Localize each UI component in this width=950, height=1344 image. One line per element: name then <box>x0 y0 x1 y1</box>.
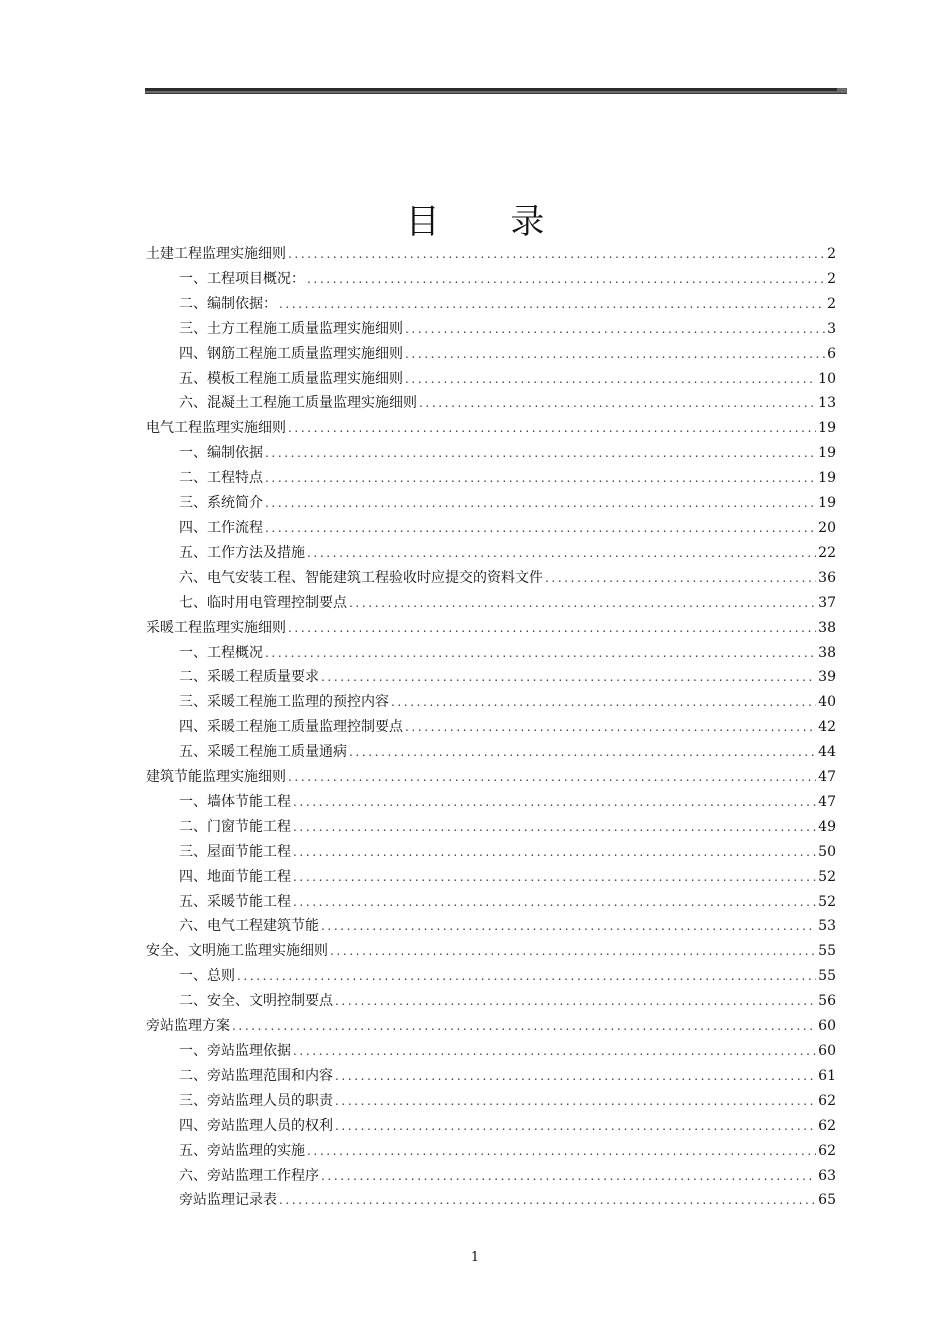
toc-entry-page: 55 <box>818 943 836 960</box>
toc-entry-page: 62 <box>818 1117 836 1134</box>
toc-dot-leader <box>265 491 816 515</box>
toc-entry-page: 50 <box>818 843 836 860</box>
toc-section-entry[interactable] <box>146 740 836 765</box>
toc-section-entry[interactable] <box>146 665 836 690</box>
toc-dot-leader <box>321 1164 816 1188</box>
toc-entry-label: 六、旁站监理工作程序 <box>179 1167 319 1184</box>
toc-entry-label: 电气工程监理实施细则 <box>146 420 286 437</box>
toc-entry-page: 65 <box>818 1192 836 1209</box>
toc-dot-leader <box>391 690 816 714</box>
toc-section-entry[interactable] <box>146 690 836 715</box>
toc-section-entry[interactable] <box>146 1089 836 1114</box>
toc-chapter-entry[interactable] <box>146 939 836 964</box>
toc-entry-label: 采暖工程监理实施细则 <box>146 619 286 636</box>
toc-dot-leader <box>335 1114 816 1138</box>
toc-entry-page: 10 <box>818 370 836 387</box>
toc-section-entry[interactable] <box>146 292 836 317</box>
toc-section-entry[interactable] <box>146 964 836 989</box>
toc-dot-leader <box>288 616 816 640</box>
toc-dot-leader <box>288 242 825 266</box>
toc-dot-leader <box>293 865 816 889</box>
toc-dot-leader <box>335 989 816 1013</box>
toc-dot-leader <box>265 641 816 665</box>
toc-entry-label: 一、工程概况 <box>179 644 263 661</box>
toc-chapter-entry[interactable] <box>146 616 836 641</box>
toc-entry-page: 2 <box>827 295 836 312</box>
toc-section-entry[interactable] <box>146 790 836 815</box>
toc-dot-leader <box>293 840 816 864</box>
toc-dot-leader <box>307 267 825 291</box>
toc-dot-leader <box>335 1064 816 1088</box>
toc-entry-label: 四、钢筋工程施工质量监理实施细则 <box>179 345 403 362</box>
toc-entry-label: 一、总则 <box>179 968 235 985</box>
toc-section-entry[interactable] <box>146 491 836 516</box>
toc-dot-leader <box>330 939 816 963</box>
toc-entry-page: 52 <box>818 893 836 910</box>
toc-dot-leader <box>265 516 816 540</box>
toc-dot-leader <box>293 815 816 839</box>
toc-entry-label: 五、采暖节能工程 <box>179 893 291 910</box>
toc-dot-leader <box>349 591 816 615</box>
toc-dot-leader <box>405 715 816 739</box>
toc-dot-leader <box>293 1039 816 1063</box>
toc-section-entry[interactable] <box>146 367 836 392</box>
toc-entry-label: 三、旁站监理人员的职责 <box>179 1092 333 1109</box>
toc-entry-label: 三、屋面节能工程 <box>179 843 291 860</box>
toc-section-entry[interactable] <box>146 1114 836 1139</box>
toc-section-entry[interactable] <box>146 1164 836 1189</box>
toc-section-entry[interactable] <box>146 441 836 466</box>
toc-entry-label: 三、土方工程施工质量监理实施细则 <box>179 320 403 337</box>
toc-dot-leader <box>307 1139 816 1163</box>
toc-section-entry[interactable] <box>146 391 836 416</box>
toc-entry-page: 53 <box>818 918 836 935</box>
toc-entry-page: 61 <box>818 1067 836 1084</box>
toc-entry-page: 20 <box>818 519 836 536</box>
toc-section-entry[interactable] <box>146 865 836 890</box>
toc-entry-page: 63 <box>818 1167 836 1184</box>
toc-entry-label: 二、门窗节能工程 <box>179 818 291 835</box>
toc-entry-label: 五、采暖工程施工质量通病 <box>179 744 347 761</box>
toc-chapter-entry[interactable] <box>146 765 836 790</box>
toc-section-entry[interactable] <box>146 342 836 367</box>
toc-entry-page: 19 <box>818 445 836 462</box>
toc-dot-leader <box>307 541 816 565</box>
toc-section-entry[interactable] <box>146 1039 836 1064</box>
toc-entry-page: 3 <box>827 320 836 337</box>
toc-entry-page: 6 <box>827 345 836 362</box>
toc-entry-label: 旁站监理方案 <box>146 1018 230 1035</box>
toc-entry-page: 52 <box>818 868 836 885</box>
toc-section-entry[interactable] <box>146 267 836 292</box>
toc-entry-page: 60 <box>818 1018 836 1035</box>
toc-entry-page: 13 <box>818 395 836 412</box>
toc-entry-label: 一、工程项目概况： <box>179 270 305 287</box>
toc-entry-page: 47 <box>818 769 836 786</box>
toc-entry-page: 49 <box>818 818 836 835</box>
toc-section-entry[interactable] <box>146 466 836 491</box>
toc-entry-page: 2 <box>827 246 836 262</box>
toc-entry-page: 19 <box>818 420 836 437</box>
toc-section-entry[interactable] <box>146 914 836 939</box>
toc-entry-page: 62 <box>818 1092 836 1109</box>
toc-entry-label: 五、模板工程施工质量监理实施细则 <box>179 370 403 387</box>
toc-chapter-entry[interactable] <box>146 416 836 441</box>
toc-dot-leader <box>288 416 816 440</box>
toc-dot-leader <box>321 665 816 689</box>
toc-entry-label: 三、系统简介 <box>179 495 263 512</box>
toc-entry-page: 2 <box>827 270 836 287</box>
toc-section-entry[interactable] <box>146 815 836 840</box>
toc-entry-label: 四、旁站监理人员的权利 <box>179 1117 333 1134</box>
toc-section-entry[interactable] <box>146 715 836 740</box>
toc-entry-page: 19 <box>818 470 836 487</box>
toc-section-entry[interactable] <box>146 516 836 541</box>
toc-section-entry[interactable] <box>146 1188 836 1213</box>
toc-dot-leader <box>265 466 816 490</box>
toc-entry-label: 一、旁站监理依据 <box>179 1043 291 1059</box>
toc-entry-page: 42 <box>818 719 836 736</box>
toc-entry-page: 38 <box>818 619 836 636</box>
toc-section-entry[interactable] <box>146 566 836 591</box>
toc-entry-label: 六、混凝土工程施工质量监理实施细则 <box>179 395 417 412</box>
toc-entry-label: 四、工作流程 <box>179 519 263 536</box>
toc-dot-leader <box>237 964 816 988</box>
toc-dot-leader <box>405 367 816 391</box>
toc-chapter-entry[interactable] <box>146 1014 836 1039</box>
toc-entry-page: 40 <box>818 694 836 711</box>
toc-section-entry[interactable] <box>146 641 836 666</box>
page-number: 1 <box>470 1250 480 1265</box>
toc-dot-leader <box>321 914 816 938</box>
toc-chapter-entry[interactable] <box>146 242 836 267</box>
table-of-contents <box>146 242 836 1213</box>
toc-section-entry[interactable] <box>146 890 836 915</box>
toc-section-entry[interactable] <box>146 989 836 1014</box>
toc-entry-page: 22 <box>818 544 836 561</box>
toc-section-entry[interactable] <box>146 1139 836 1164</box>
toc-dot-leader <box>288 765 816 789</box>
toc-entry-label: 安全、文明施工监理实施细则 <box>146 943 328 960</box>
toc-dot-leader <box>335 1089 816 1113</box>
toc-entry-page: 62 <box>818 1142 836 1159</box>
toc-section-entry[interactable] <box>146 541 836 566</box>
toc-entry-label: 二、工程特点 <box>179 470 263 487</box>
toc-dot-leader <box>279 292 825 316</box>
toc-section-entry[interactable] <box>146 591 836 616</box>
toc-dot-leader <box>279 1188 816 1212</box>
toc-entry-page: 55 <box>818 968 836 985</box>
toc-entry-label: 六、电气安装工程、智能建筑工程验收时应提交的资料文件 <box>179 569 543 586</box>
toc-entry-label: 旁站监理记录表 <box>179 1192 277 1209</box>
toc-entry-page: 56 <box>818 993 836 1010</box>
toc-dot-leader <box>293 890 816 914</box>
toc-entry-label: 六、电气工程建筑节能 <box>179 918 319 935</box>
toc-entry-label: 土建工程监理实施细则 <box>146 246 286 262</box>
toc-entry-page: 47 <box>818 793 836 810</box>
toc-dot-leader <box>545 566 816 590</box>
toc-entry-page: 38 <box>818 644 836 661</box>
toc-dot-leader <box>419 391 816 415</box>
toc-entry-label: 二、旁站监理范围和内容 <box>179 1067 333 1084</box>
toc-dot-leader <box>349 740 816 764</box>
toc-section-entry[interactable] <box>146 1064 836 1089</box>
toc-dot-leader <box>293 790 816 814</box>
toc-entry-page: 37 <box>818 594 836 611</box>
toc-entry-page: 60 <box>818 1043 836 1059</box>
toc-entry-label: 二、采暖工程质量要求 <box>179 669 319 686</box>
toc-entry-page: 39 <box>818 669 836 686</box>
toc-entry-page: 19 <box>818 495 836 512</box>
toc-section-entry[interactable] <box>146 317 836 342</box>
toc-entry-label: 一、墙体节能工程 <box>179 793 291 810</box>
toc-dot-leader <box>265 441 816 465</box>
toc-section-entry[interactable] <box>146 840 836 865</box>
toc-entry-label: 建筑节能监理实施细则 <box>146 769 286 786</box>
toc-entry-label: 二、安全、文明控制要点 <box>179 993 333 1010</box>
toc-entry-page: 44 <box>818 744 836 761</box>
toc-entry-label: 二、编制依据： <box>179 295 277 312</box>
toc-dot-leader <box>405 317 825 341</box>
header-rule <box>145 88 847 94</box>
toc-entry-label: 一、编制依据 <box>179 445 263 462</box>
toc-entry-label: 五、工作方法及措施 <box>179 544 305 561</box>
toc-dot-leader <box>232 1014 816 1038</box>
toc-entry-label: 四、地面节能工程 <box>179 868 291 885</box>
toc-title: 目 录 <box>405 201 575 242</box>
toc-entry-label: 三、采暖工程施工监理的预控内容 <box>179 694 389 711</box>
toc-entry-page: 36 <box>818 569 836 586</box>
toc-entry-label: 五、旁站监理的实施 <box>179 1142 305 1159</box>
toc-entry-label: 七、临时用电管理控制要点 <box>179 594 347 611</box>
toc-entry-label: 四、采暖工程施工质量监理控制要点 <box>179 719 403 736</box>
toc-dot-leader <box>405 342 825 366</box>
